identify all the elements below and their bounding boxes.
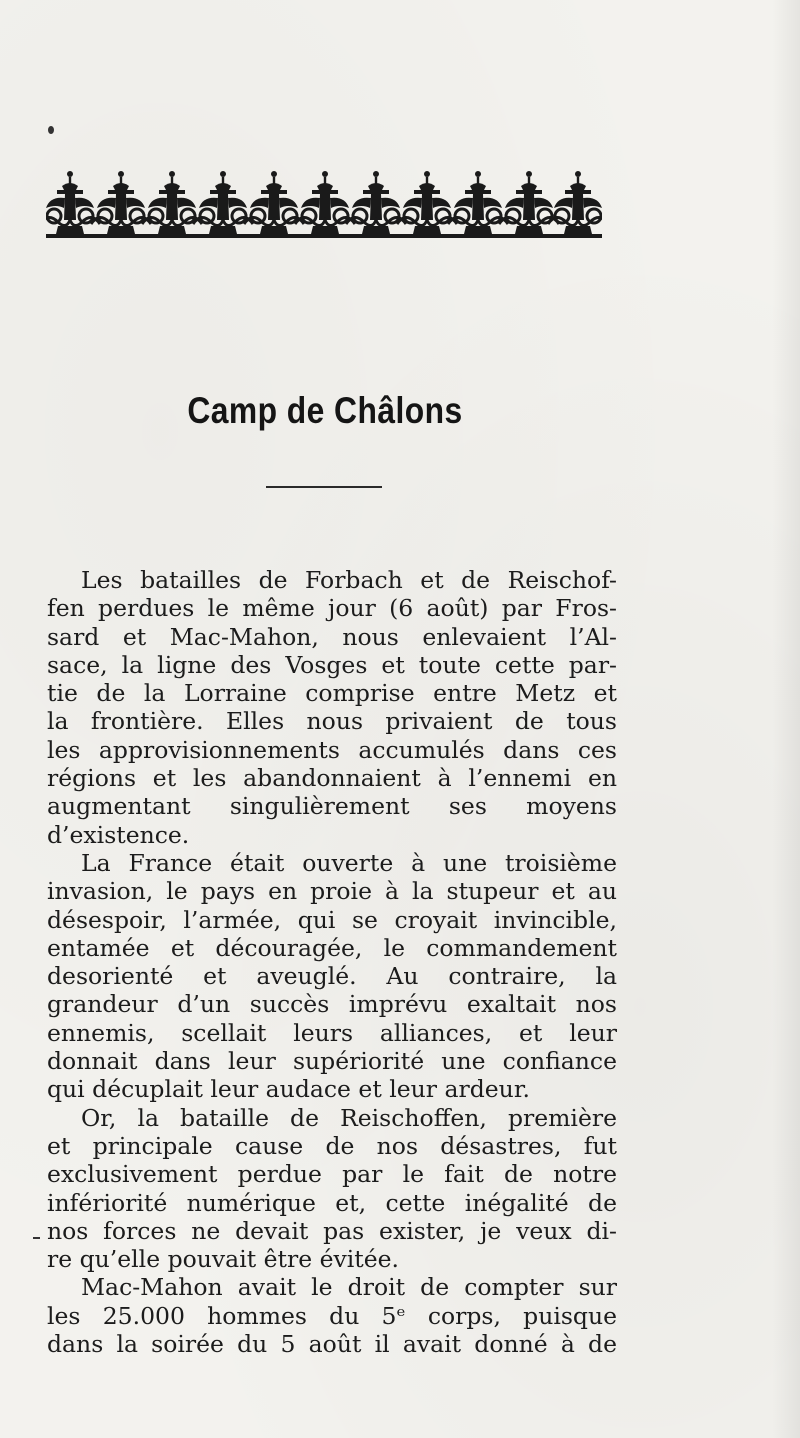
text-line: désespoir, l’armée, qui se croyait invincible, xyxy=(47,905,617,934)
text-line: grandeur d’un succès imprévu exaltait nos xyxy=(47,990,617,1019)
text-line: les approvisionnements accumulés dans ces xyxy=(47,735,617,764)
text-line: fen perdues le même jour (6 août) par Fros- xyxy=(47,594,617,623)
text-line: entamée et découragée, le commandement xyxy=(47,933,617,962)
ink-speck xyxy=(48,126,54,134)
text-line: sace, la ligne des Vosges et toute cette par- xyxy=(47,650,617,679)
text-line: Mac-Mahon avait le droit de compter sur xyxy=(81,1273,617,1302)
chapter-title: Camp de Châlons xyxy=(187,390,463,431)
body-text xyxy=(47,566,617,1358)
text-line: et principale cause de nos désastres, fut xyxy=(47,1131,617,1160)
text-line: la frontière. Elles nous privaient de tous xyxy=(47,707,617,736)
page-edge-shadow xyxy=(772,0,800,1438)
text-line: ennemis, scellait leurs alliances, et leur xyxy=(47,1018,617,1047)
text-line: augmentant singulièrement ses moyens xyxy=(47,792,617,821)
text-line: desorienté et aveuglé. Au contraire, la xyxy=(47,962,617,991)
text-line: donnait dans leur supériorité une confiance xyxy=(47,1047,617,1076)
text-line: régions et les abandonnaient à l’ennemi en xyxy=(47,764,617,793)
text-line: invasion, le pays en proie à la stupeur et au xyxy=(47,877,617,906)
text-line: exclusivement perdue par le fait de notre xyxy=(47,1160,617,1189)
text-line: les 25.000 hommes du 5ᵉ corps, puisque xyxy=(47,1301,617,1330)
text-line: tie de la Lorraine comprise entre Metz et xyxy=(47,679,617,708)
margin-mark xyxy=(33,1237,40,1239)
text-line: qui décuplait leur audace et leur ardeur. xyxy=(47,1075,530,1104)
text-line: infériorité numérique et, cette inégalité de xyxy=(47,1188,617,1217)
text-line: sard et Mac-Mahon, nous enlevaient l’Al- xyxy=(47,622,617,651)
text-line: re qu’elle pouvait être évitée. xyxy=(47,1245,400,1274)
decorative-header-ornament-icon xyxy=(46,168,602,246)
text-line: nos forces ne devait pas exister, je veux di- xyxy=(47,1216,617,1245)
text-line: dans la soirée du 5 août il avait donné à de xyxy=(47,1330,617,1359)
text-line: d’existence. xyxy=(47,820,190,849)
text-line: La France était ouverte à une troisième xyxy=(81,848,617,877)
text-line: Or, la bataille de Reischoffen, première xyxy=(81,1103,617,1132)
title-divider xyxy=(266,486,382,488)
text-line: Les batailles de Forbach et de Reischof- xyxy=(81,566,617,594)
